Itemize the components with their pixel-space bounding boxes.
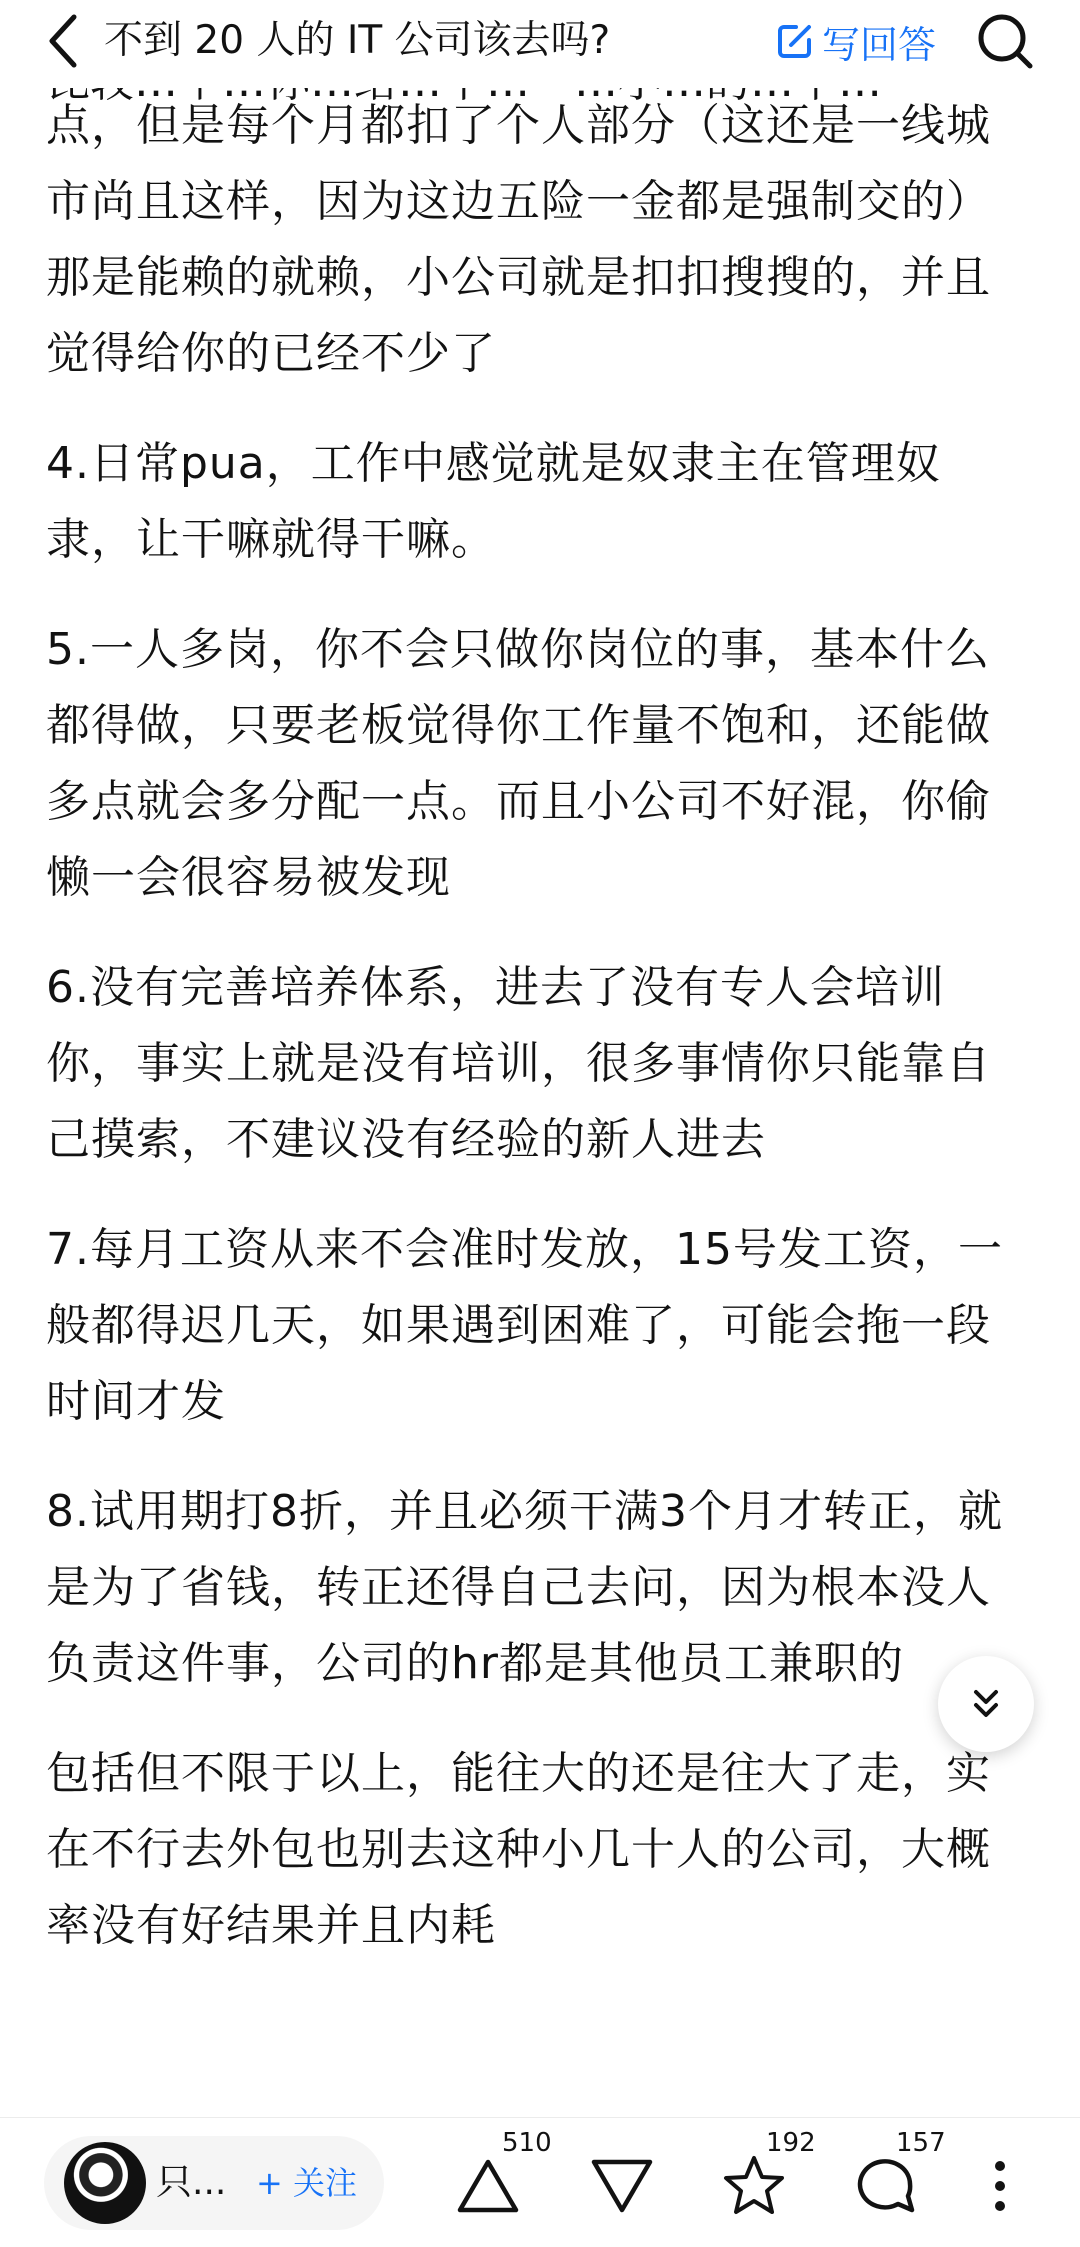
answer-paragraph	[46, 1212, 1036, 1440]
paragraph-line: 时间才发	[46, 1376, 226, 1427]
comment-bubble-icon	[854, 2154, 918, 2218]
paragraph-line: 觉得给你的已经不少了	[46, 328, 496, 379]
paragraph-line: 4.日常pua，工作中感觉就是奴隶主在管理奴	[46, 438, 941, 489]
paragraph-line: 隶，让干嘛就得干嘛。	[46, 514, 496, 565]
paragraph-line: 你，事实上就是没有培训，很多事情你只能靠自	[46, 1038, 991, 1089]
scroll-down-button[interactable]	[938, 1656, 1034, 1752]
bottom-action-bar	[0, 2117, 1080, 2247]
search-button[interactable]	[972, 8, 1038, 74]
answer-paragraph	[46, 426, 1036, 578]
top-navigation-bar	[0, 0, 1080, 88]
back-icon	[46, 13, 80, 69]
follow-button[interactable]: + 关注	[256, 2164, 357, 2202]
question-title[interactable]: 不到 20 人的 IT 公司该去吗?	[104, 18, 611, 63]
paragraph-line: 市尚且这样，因为这边五险一金都是强制交的）	[46, 176, 991, 227]
paragraph-line: 8.试用期打8折，并且必须干满3个月才转正，就	[46, 1486, 1003, 1537]
write-answer-label: 写回答	[822, 22, 937, 67]
answer-paragraph	[46, 88, 1036, 392]
answer-paragraph	[46, 612, 1036, 916]
paragraph-line: 7.每月工资从来不会准时发放，15号发工资，一	[46, 1224, 1003, 1275]
paragraph-line: 包括但不限于以上，能往大的还是往大了走，实	[46, 1748, 991, 1799]
favorite-button[interactable]	[714, 2146, 794, 2226]
author-name[interactable]: 只...	[156, 2162, 227, 2203]
paragraph-line: 点，但是每个月都扣了个人部分（这还是一线城	[46, 100, 991, 151]
double-chevron-down-icon	[968, 1686, 1004, 1722]
comment-count: 157	[896, 2128, 946, 2158]
star-icon	[721, 2154, 787, 2218]
author-card[interactable]	[44, 2136, 384, 2230]
more-options-button[interactable]	[960, 2146, 1040, 2226]
comment-button[interactable]	[846, 2146, 926, 2226]
paragraph-line: 那是能赖的就赖，小公司就是扣扣搜搜的，并且	[46, 252, 991, 303]
back-button[interactable]	[38, 10, 88, 72]
favorite-count: 192	[766, 2128, 816, 2158]
downvote-triangle-icon	[589, 2157, 655, 2215]
more-vertical-icon	[990, 2158, 1010, 2214]
answer-paragraph	[46, 1736, 1036, 1964]
paragraph-line: 己摸索，不建议没有经验的新人进去	[46, 1114, 766, 1165]
paragraph-line: 6.没有完善培养体系，进去了没有专人会培训	[46, 962, 945, 1013]
paragraph-line: 是为了省钱，转正还得自己去问，因为根本没人	[46, 1562, 991, 1613]
write-answer-button[interactable]	[776, 10, 936, 72]
edit-icon	[776, 22, 814, 60]
paragraph-line: 懒一会很容易被发现	[46, 852, 451, 903]
paragraph-line: 率没有好结果并且内耗	[46, 1900, 496, 1951]
paragraph-line: 5.一人多岗，你不会只做你岗位的事，基本什么	[46, 624, 990, 675]
downvote-button[interactable]	[582, 2146, 662, 2226]
upvote-count: 510	[502, 2128, 552, 2158]
answer-paragraph	[46, 1474, 1036, 1702]
paragraph-line: 般都得迟几天，如果遇到困难了，可能会拖一段	[46, 1300, 991, 1351]
avatar[interactable]	[64, 2142, 146, 2224]
paragraph-line: 负责这件事，公司的hr都是其他员工兼职的	[46, 1638, 904, 1689]
paragraph-line: 在不行去外包也别去这种小几十人的公司，大概	[46, 1824, 991, 1875]
upvote-triangle-icon	[455, 2157, 521, 2215]
search-icon	[976, 12, 1034, 70]
paragraph-line: 都得做，只要老板觉得你工作量不饱和，还能做	[46, 700, 991, 751]
answer-content	[46, 88, 1036, 2118]
paragraph-line: 多点就会多分配一点。而且小公司不好混，你偷	[46, 776, 991, 827]
upvote-button[interactable]	[448, 2146, 528, 2226]
answer-paragraph	[46, 950, 1036, 1178]
